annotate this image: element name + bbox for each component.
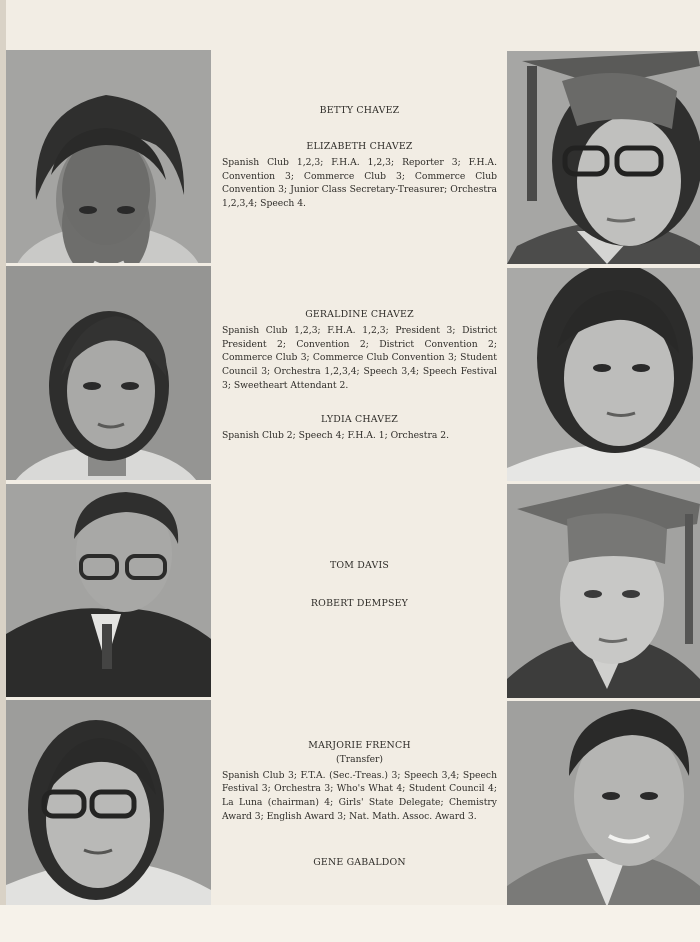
- photo-betty-chavez: [6, 50, 211, 263]
- entry-lydia-chavez: [222, 413, 497, 443]
- entry-elizabeth-chavez: [222, 140, 497, 211]
- student-name: GENE GABALDON: [313, 857, 406, 868]
- entry-marjorie-french: [222, 739, 497, 824]
- photo-gene-gabaldon: [507, 701, 700, 907]
- photo-geraldine-chavez: [6, 266, 211, 480]
- photo-lydia-chavez: [507, 268, 700, 481]
- student-name: GERALDINE CHAVEZ: [305, 309, 414, 320]
- entry-betty-chavez: [222, 104, 497, 118]
- entry-tom-davis: [222, 559, 497, 573]
- student-activities: Spanish Club 1,2,3; F.H.A. 1,2,3; Reporter 3; F.H.A. Convention 3; Commerce Club 3; Commerce Club Convention 3; Junior Class Secretary-Treasurer; Orchestra 1,2,3,4; Speech 4.: [222, 156, 497, 210]
- student-name: MARJORIE FRENCH: [308, 740, 411, 751]
- photo-robert-dempsey: [507, 484, 700, 698]
- entry-gene-gabaldon: [222, 856, 497, 870]
- student-activities: Spanish Club 3; F.T.A. (Sec.-Treas.) 3; Speech 3,4; Speech Festival 3; Orchestra 3; Who's What 4; Student Council 4; La Luna (chairman) 4; Girls' State Delegate; Chemistry Award 3; English Award 3; Nat. Math. Assoc. Award 3.: [222, 769, 497, 822]
- entry-geraldine-chavez: [222, 308, 497, 393]
- photo-elizabeth-chavez: [507, 51, 700, 264]
- student-activities: Spanish Club 1,2,3; F.H.A. 1,2,3; President 3; District President 2; Convention 2; District Convention 2; Commerce Club 3; Commerce Club Convention 3; Student Council 3; Orchestra 1,2,3,4; Speech 3,4; Speech Festival 3; Sweetheart Attendant 2.: [222, 324, 497, 391]
- student-name: TOM DAVIS: [329, 560, 390, 571]
- student-name: ELIZABETH CHAVEZ: [306, 141, 413, 152]
- photo-marjorie-french: [6, 700, 211, 906]
- student-name: ROBERT DEMPSEY: [310, 598, 409, 609]
- text-column: [222, 0, 497, 942]
- page-bottom-margin: [0, 905, 700, 942]
- student-name: BETTY CHAVEZ: [319, 105, 400, 116]
- student-name: LYDIA CHAVEZ: [321, 414, 398, 425]
- entry-robert-dempsey: [222, 597, 497, 611]
- photo-tom-davis: [6, 484, 211, 697]
- student-activities: Spanish Club 2; Speech 4; F.H.A. 1; Orchestra 2.: [222, 429, 450, 441]
- student-note: (Transfer): [335, 753, 384, 765]
